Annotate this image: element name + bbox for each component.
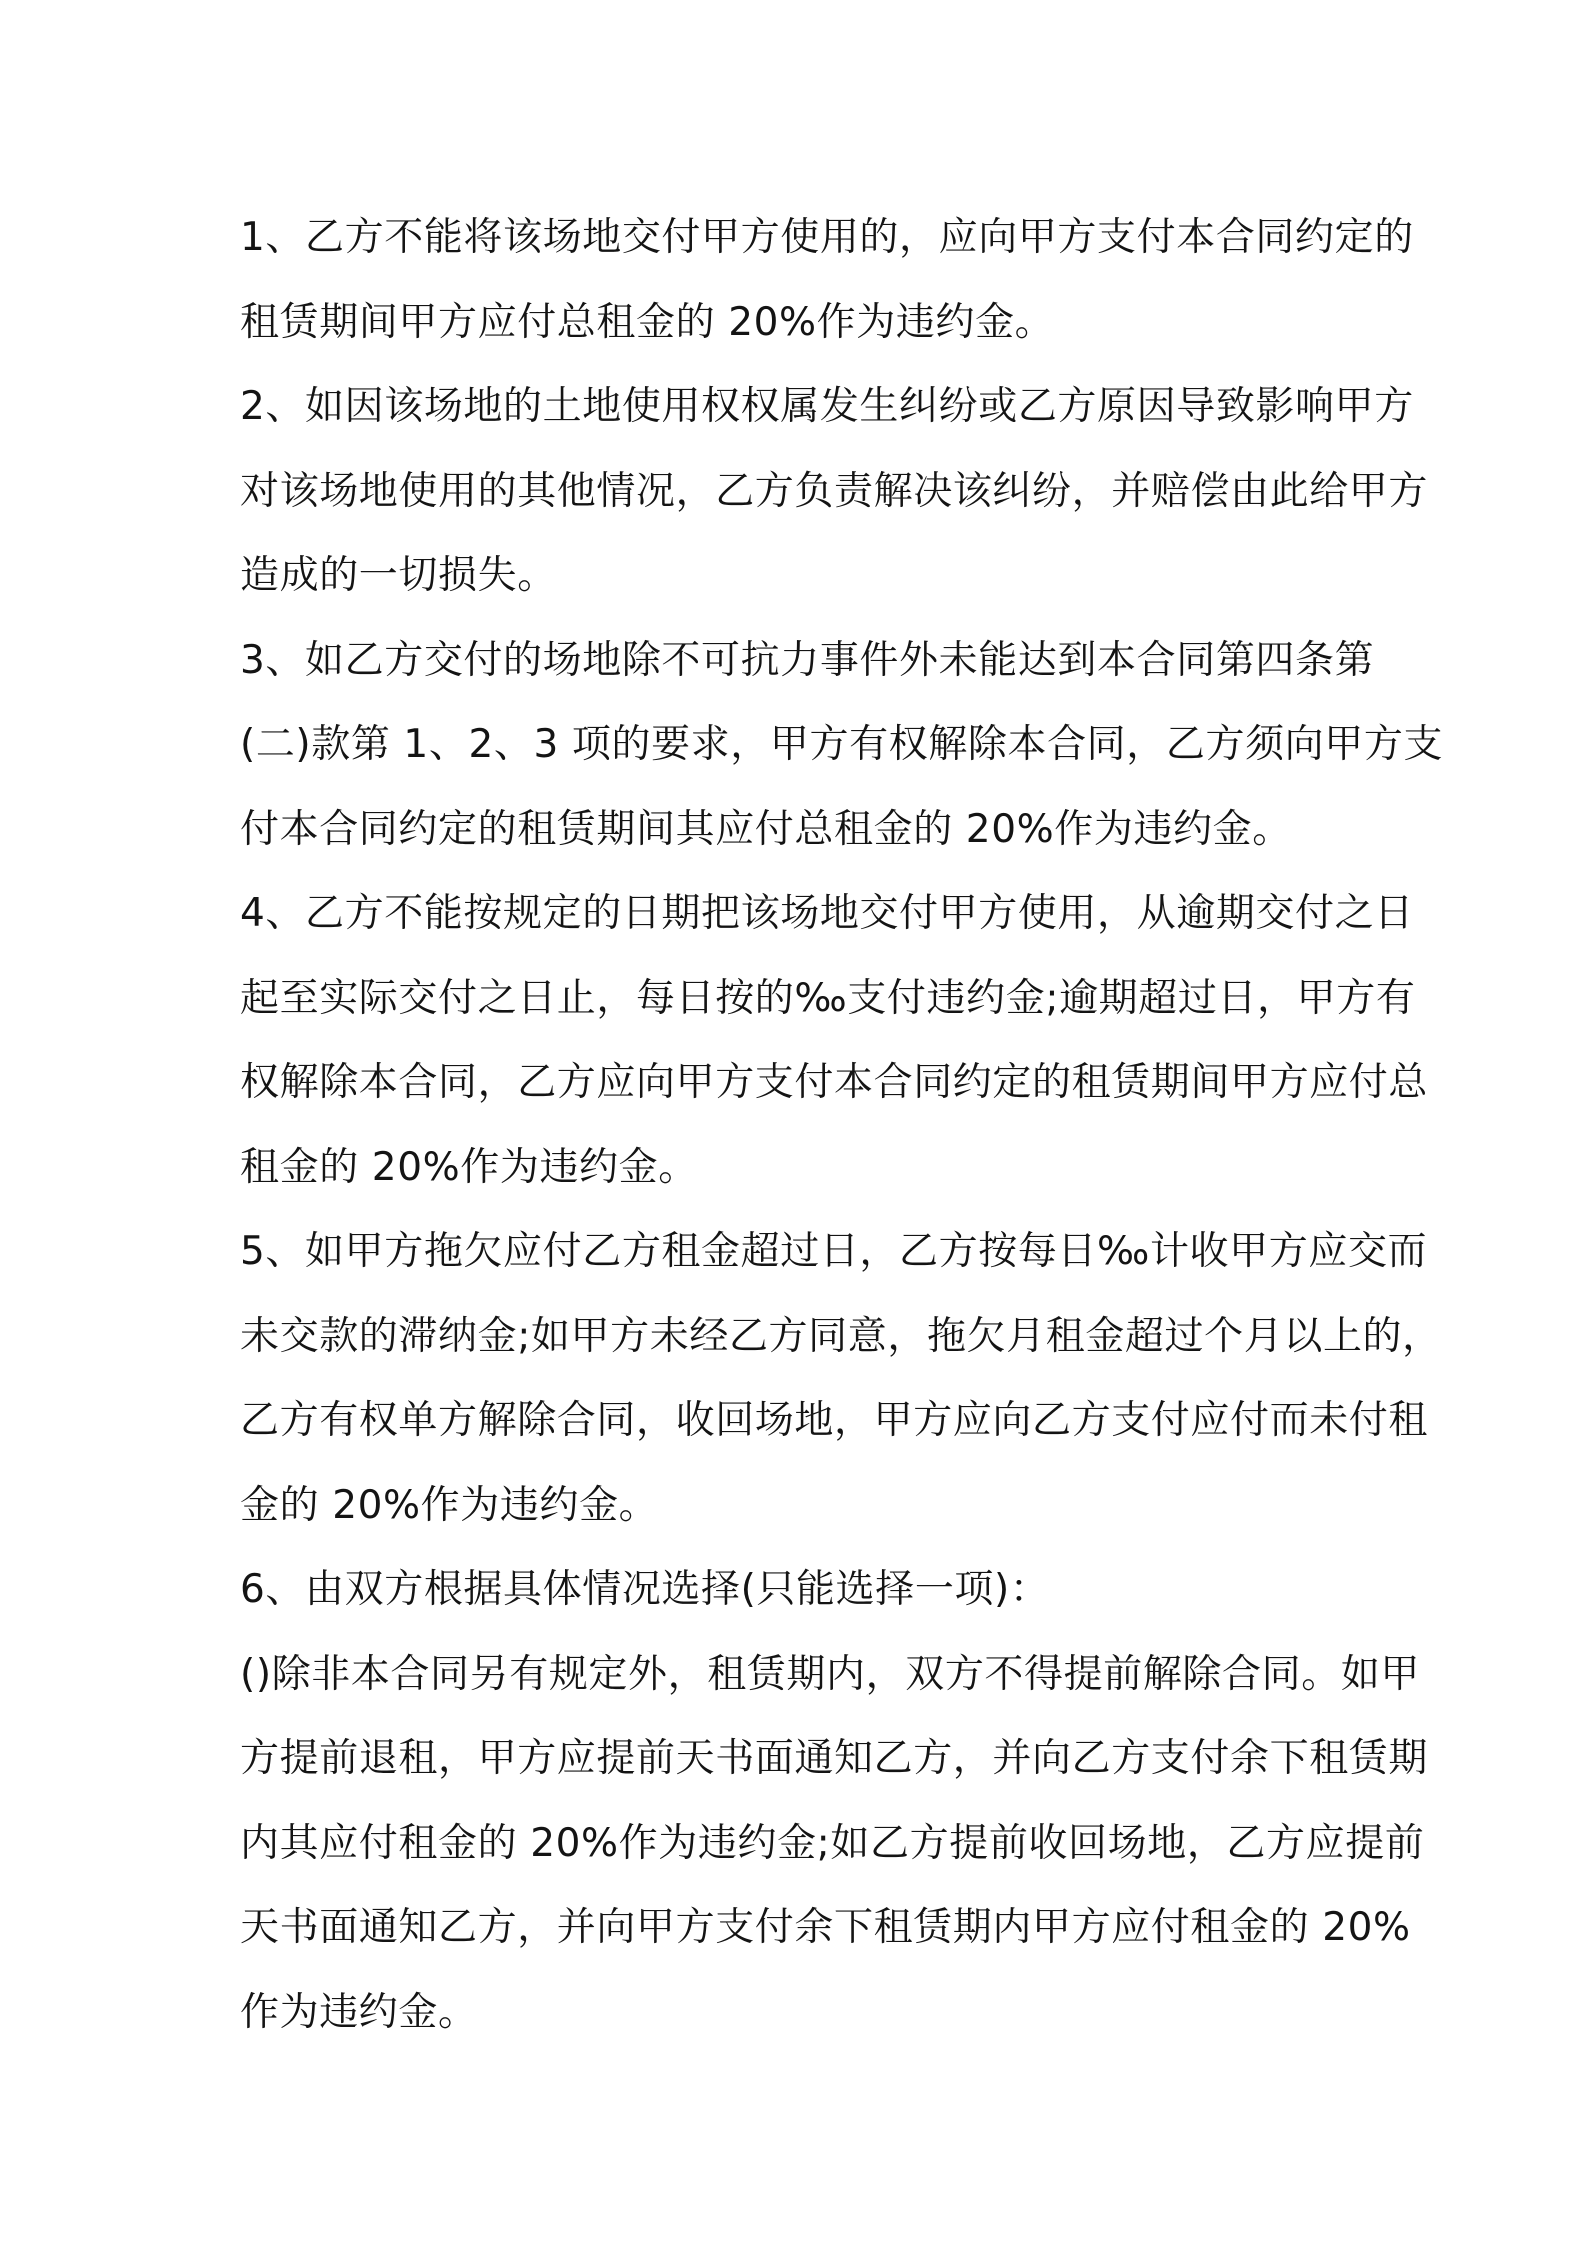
clause-6-option-line-3: 内其应付租金的 20%作为违约金;如乙方提前收回场地，乙方应提前 (240, 1820, 1425, 1866)
clause-1-line-1: 1、乙方不能将该场地交付甲方使用的，应向甲方支付本合同约定的 (240, 215, 1414, 260)
clause-6-option-line-5: 作为违约金。 (240, 1989, 478, 2035)
clause-2-line-3: 造成的一切损失。 (240, 553, 557, 598)
clause-6-line-1: 6、由双方根据具体情况选择(只能选择一项)： (240, 1567, 1050, 1612)
clause-4-line-4: 租金的 20%作为违约金。 (240, 1144, 698, 1190)
clause-3-line-1: 3、如乙方交付的场地除不可抗力事件外未能达到本合同第四条第 (240, 637, 1375, 683)
clause-2-line-2: 对该场地使用的其他情况，乙方负责解决该纠纷，并赔偿由此给甲方 (240, 468, 1429, 514)
clause-3-line-2: (二)款第 1、2、3 项的要求，甲方有权解除本合同，乙方须向甲方支 (240, 722, 1444, 767)
contract-clauses (240, 196, 1444, 2055)
clause-6-option-line-2: 方提前退租，甲方应提前天书面通知乙方，并向乙方支付余下租赁期 (240, 1736, 1429, 1781)
clause-4-line-1: 4、乙方不能按规定的日期把该场地交付甲方使用，从逾期交付之日 (240, 891, 1414, 936)
clause-4-line-3: 权解除本合同，乙方应向甲方支付本合同约定的租赁期间甲方应付总 (240, 1060, 1429, 1105)
clause-5-line-4: 金的 20%作为违约金。 (240, 1482, 659, 1528)
clause-3-line-3: 付本合同约定的租赁期间其应付总租金的 20%作为违约金。 (240, 806, 1292, 852)
clause-5-line-1: 5、如甲方拖欠应付乙方租金超过日，乙方按每日‰计收甲方应交而 (240, 1229, 1428, 1274)
clause-4-line-2: 起至实际交付之日止，每日按的‰支付违约金;逾期超过日，甲方有 (240, 975, 1416, 1021)
clause-1-line-2: 租赁期间甲方应付总租金的 20%作为违约金。 (240, 299, 1055, 345)
clause-5-line-2: 未交款的滞纳金;如甲方未经乙方同意，拖欠月租金超过个月以上的， (240, 1313, 1442, 1359)
clause-6-option-line-4: 天书面通知乙方，并向甲方支付余下租赁期内甲方应付租金的 20% (240, 1905, 1411, 1950)
clause-5-line-3: 乙方有权单方解除合同，收回场地，甲方应向乙方支付应付而未付租 (240, 1398, 1429, 1443)
clause-6-option-line-1: ()除非本合同另有规定外，租赁期内，双方不得提前解除合同。如甲 (240, 1651, 1421, 1697)
clause-2-line-1: 2、如因该场地的土地使用权权属发生纠纷或乙方原因导致影响甲方 (240, 384, 1414, 429)
